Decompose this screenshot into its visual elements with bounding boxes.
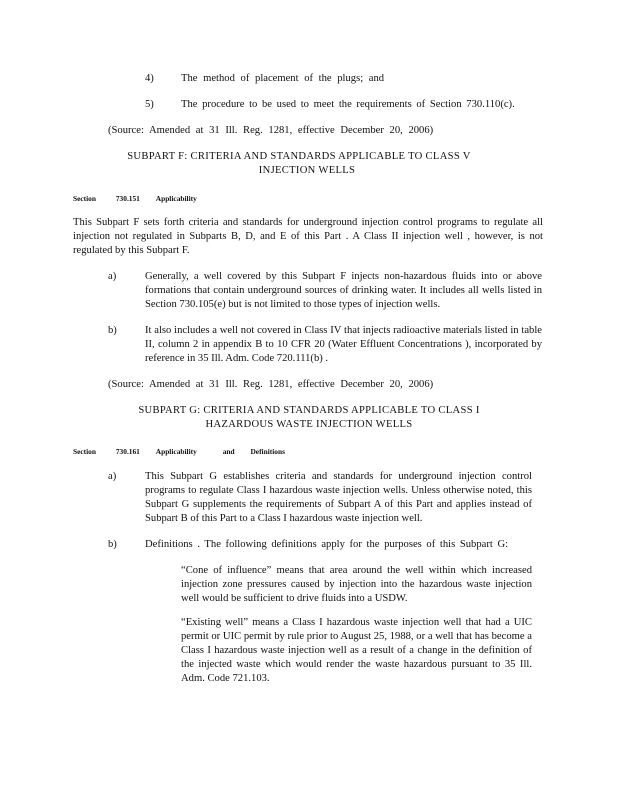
source-note: (Source: Amended at 31 Ill. Reg. 1281, effective December 20, 2006) — [108, 379, 434, 390]
definition-existing-well: “Existing well” means a Class I hazardous waste injection well that had a UIC permit or UIC permit by rule prior to August 25, 1988, or a well that has become a Class I hazardous waste injection well as a result of a change in the definition of the injected waste which would render the waste hazardous pursuant to 35 Ill. Adm. Code 721.103. — [181, 617, 532, 684]
item-text: It also includes a well not covered in Class IV that injects radioactive materials listed in table II, column 2 in appendix B to 10 CFR 20 (Water Effluent Concentrations ), incorporated by reference in 35 Ill. Adm. Code 720.111(b) . — [145, 325, 542, 364]
section-title-conjunction: and — [222, 447, 235, 456]
item-text: The method of placement of the plugs; and — [181, 73, 385, 84]
subpart-heading: SUBPART F: CRITERIA AND STANDARDS APPLICABLE TO CLASS V — [127, 151, 471, 162]
item-label: a) — [108, 271, 117, 282]
section-number: 730.161 — [115, 447, 140, 456]
section-heading — [73, 447, 285, 457]
section-title: Applicability — [155, 447, 197, 456]
paragraph: This Subpart F sets forth criteria and standards for underground injection control programs to regulate all injection not regulated in Subparts B, D, and E of this Part . A Class II injection well , however, is not regulated by this Subpart F. — [73, 217, 543, 256]
subpart-heading-line2: HAZARDOUS WASTE INJECTION WELLS — [205, 419, 413, 430]
definition-cone-of-influence: “Cone of influence” means that area around the well within which increased injection zone pressures caused by injection into the hazardous waste injection well would be sufficient to drive fluids into a USDW. — [181, 565, 532, 604]
item-number: 4) — [145, 73, 154, 84]
section-label: Section — [73, 194, 96, 203]
subpart-heading-line2: INJECTION WELLS — [258, 165, 356, 176]
subpart-heading: SUBPART G: CRITERIA AND STANDARDS APPLICABLE TO CLASS I — [138, 405, 480, 416]
item-number: 5) — [145, 99, 154, 110]
section-title: Applicability — [155, 194, 197, 203]
item-label: b) — [108, 325, 117, 336]
item-label: a) — [108, 471, 117, 482]
section-number: 730.151 — [115, 194, 140, 203]
item-label: b) — [108, 539, 117, 550]
item-text: Generally, a well covered by this Subpart F injects non-hazardous fluids into or above formations that contain underground sources of drinking water. It includes all wells listed in Section 730.105(e) but is not limited to those types of injection wells. — [145, 271, 542, 310]
item-text: The procedure to be used to meet the requirements of Section 730.110(c). — [181, 99, 515, 110]
section-title-2: Definitions — [250, 447, 285, 456]
section-label: Section — [73, 447, 96, 456]
source-note: (Source: Amended at 31 Ill. Reg. 1281, effective December 20, 2006) — [108, 125, 434, 136]
item-text: This Subpart G establishes criteria and standards for underground injection control programs to regulate Class I hazardous waste injection wells. Unless otherwise noted, this Subpart G supplements the requirements of Subpart A of this Part and applies instead of Subpart B of this Part to a Class I hazardous waste injection well. — [145, 471, 532, 524]
item-text: Definitions . The following definitions apply for the purposes of this Subpart G: — [145, 539, 509, 550]
section-heading — [73, 194, 197, 204]
